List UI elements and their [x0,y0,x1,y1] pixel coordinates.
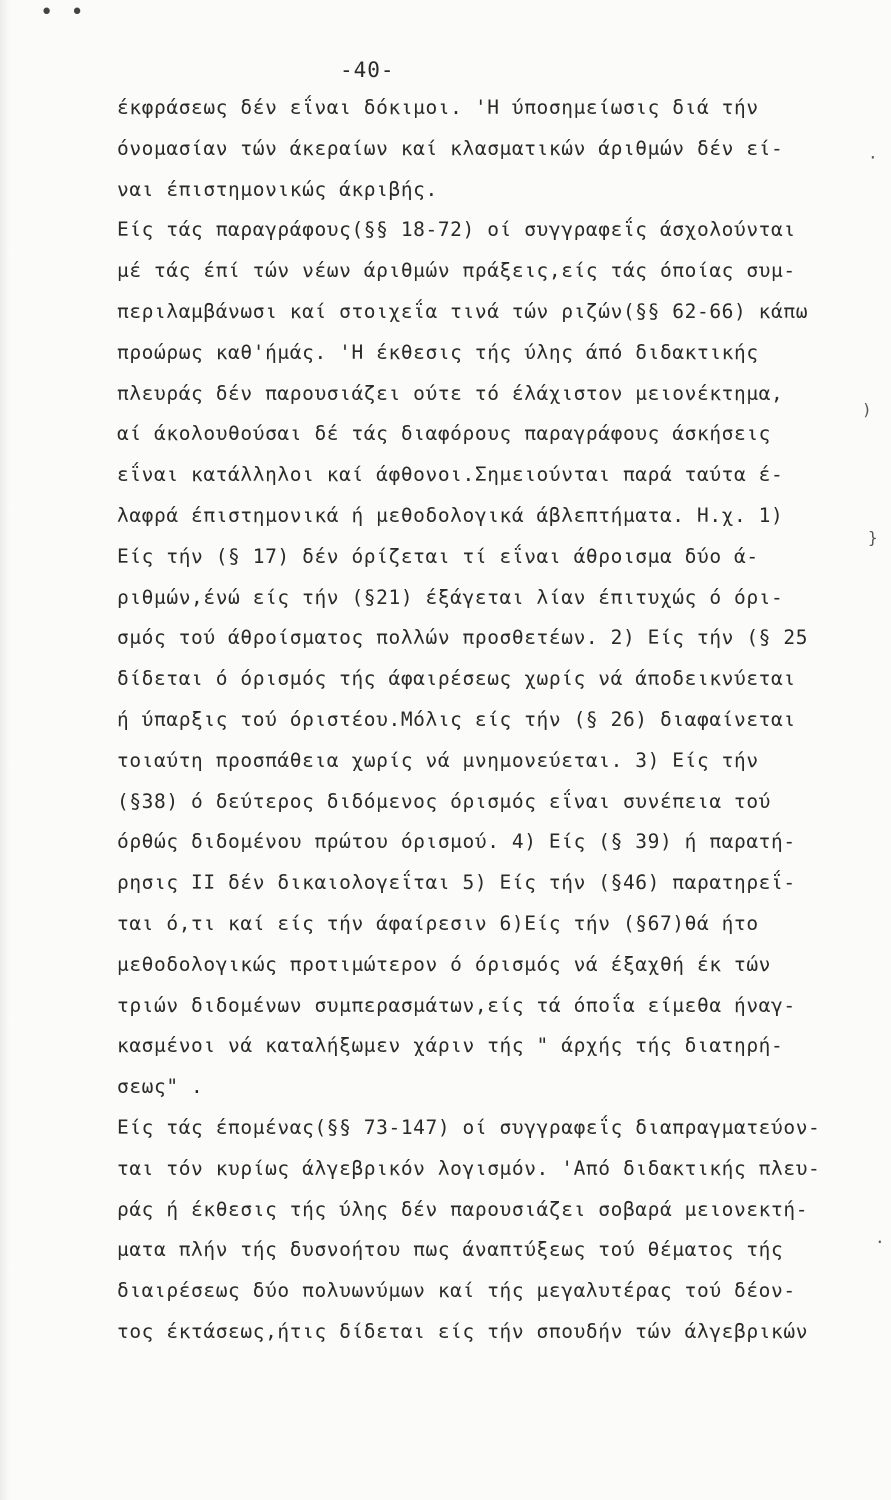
text-line: λαφρά έπιστημονικά ή μεθοδολογικά άβλεπτήματα. Η.χ. 1) [117,503,784,527]
text-line: τος έκτάσεως,ήτις δίδεται είς τήν σπουδήν τών άλγεβρικών [117,1319,809,1343]
text-line: ή ύπαρξις τού όριστέου.Μόλις είς τήν (§ 26) διαφαίνεται [117,707,796,731]
text-line: όνομασίαν τών άκεραίων καί κλασματικών άριθμών δέν εί- [117,136,784,160]
text-line: τριών διδομένων συμπερασμάτων,είς τά όποΐα είμεθα ήναγ- [117,993,796,1017]
text-line: διαιρέσεως δύο πολυωνύμων καί τής μεγαλυτέρας τού δέον- [117,1279,796,1303]
text-line: ται τόν κυρίως άλγεβρικόν λογισμόν. 'Από διδακτικής πλευ- [117,1156,821,1180]
text-line: (§38) ό δεύτερος διδόμενος όρισμός εΐναι συνέπεια τού [117,789,772,813]
text-line: εΐναι κατάλληλοι καί άφθονοι.Σημειούνται παρά ταύτα έ- [117,463,784,487]
text-line: ριθμών,ένώ είς τήν (§21) έξάγεται λίαν έπιτυχώς ό όρι- [117,585,784,609]
text-line: ται ό,τι καί είς τήν άφαίρεσιν 6)Είς τήν (§67)θά ήτο [117,911,759,935]
text-line: ναι έπιστημονικώς άκριβής. [117,177,438,201]
text-line: Είς τήν (§ 17) δέν όρίζεται τί εΐναι άθροισμα δύο ά- [117,544,759,568]
text-line: τοιαύτη προσπάθεια χωρίς νά μνημονεύεται. 3) Είς τήν [117,748,759,772]
text-line: προώρως καθ'ήμάς. 'Η έκθεσις τής ύλης άπό διδακτικής [117,340,759,364]
text-line: μεθοδολογικώς προτιμώτερον ό όρισμός νά έξαχθή έκ τών [117,952,772,976]
margin-mark: . [875,1228,885,1247]
text-line: ράς ή έκθεσις τής ύλης δέν παρουσιάζει σοβαρά μειονεκτή- [117,1197,809,1221]
margin-mark: } [868,528,878,547]
text-line: σμός τού άθροίσματος πολλών προσθετέων. 2) Είς τήν (§ 25 [117,626,809,650]
text-line: μέ τάς έπί τών νέων άριθμών πράξεις,είς τάς όποίας συμ- [117,259,796,283]
text-line: Είς τάς παραγράφους(§§ 18-72) οί συγγραφεΐς άσχολούνται [117,218,796,242]
text-line: δίδεται ό όρισμός τής άφαιρέσεως χωρίς νά άποδεικνύεται [117,667,796,691]
text-line: ματα πλήν τής δυσνοήτου πως άναπτύξεως τού θέματος τής [117,1238,784,1262]
corner-marks: • • [40,0,86,25]
text-line: όρθώς διδομένου πρώτου όρισμού. 4) Είς (§ 39) ή παρατή- [117,830,796,854]
text-line: περιλαμβάνωσι καί στοιχεΐα τινά τών ριζών(§§ 62-66) κάπω [117,299,809,323]
page-number: -40- [340,58,395,82]
scan-edge-shadow [0,0,10,1500]
text-line: έκφράσεως δέν εΐναι δόκιμοι. 'Η ύποσημείωσις διά τήν [117,96,759,119]
text-line: σεως" . [117,1075,204,1099]
margin-mark: ) [862,400,872,419]
text-line: Είς τάς έπομένας(§§ 73-147) οί συγγραφεΐς διαπραγματεύον- [117,1115,821,1139]
text-line: ρησις ΙΙ δέν δικαιολογεΐται 5) Είς τήν (§46) παρατηρεΐ- [117,871,796,895]
body-text [117,88,877,1353]
text-line: κασμένοι νά καταλήξωμεν χάριν τής " άρχής τής διατηρή- [117,1034,784,1058]
text-line: αί άκολουθούσαι δέ τάς διαφόρους παραγράφους άσκήσεις [117,422,772,446]
text-line: πλευράς δέν παρουσιάζει ούτε τό έλάχιστον μειονέκτημα, [117,381,784,405]
margin-mark: · [868,148,878,167]
